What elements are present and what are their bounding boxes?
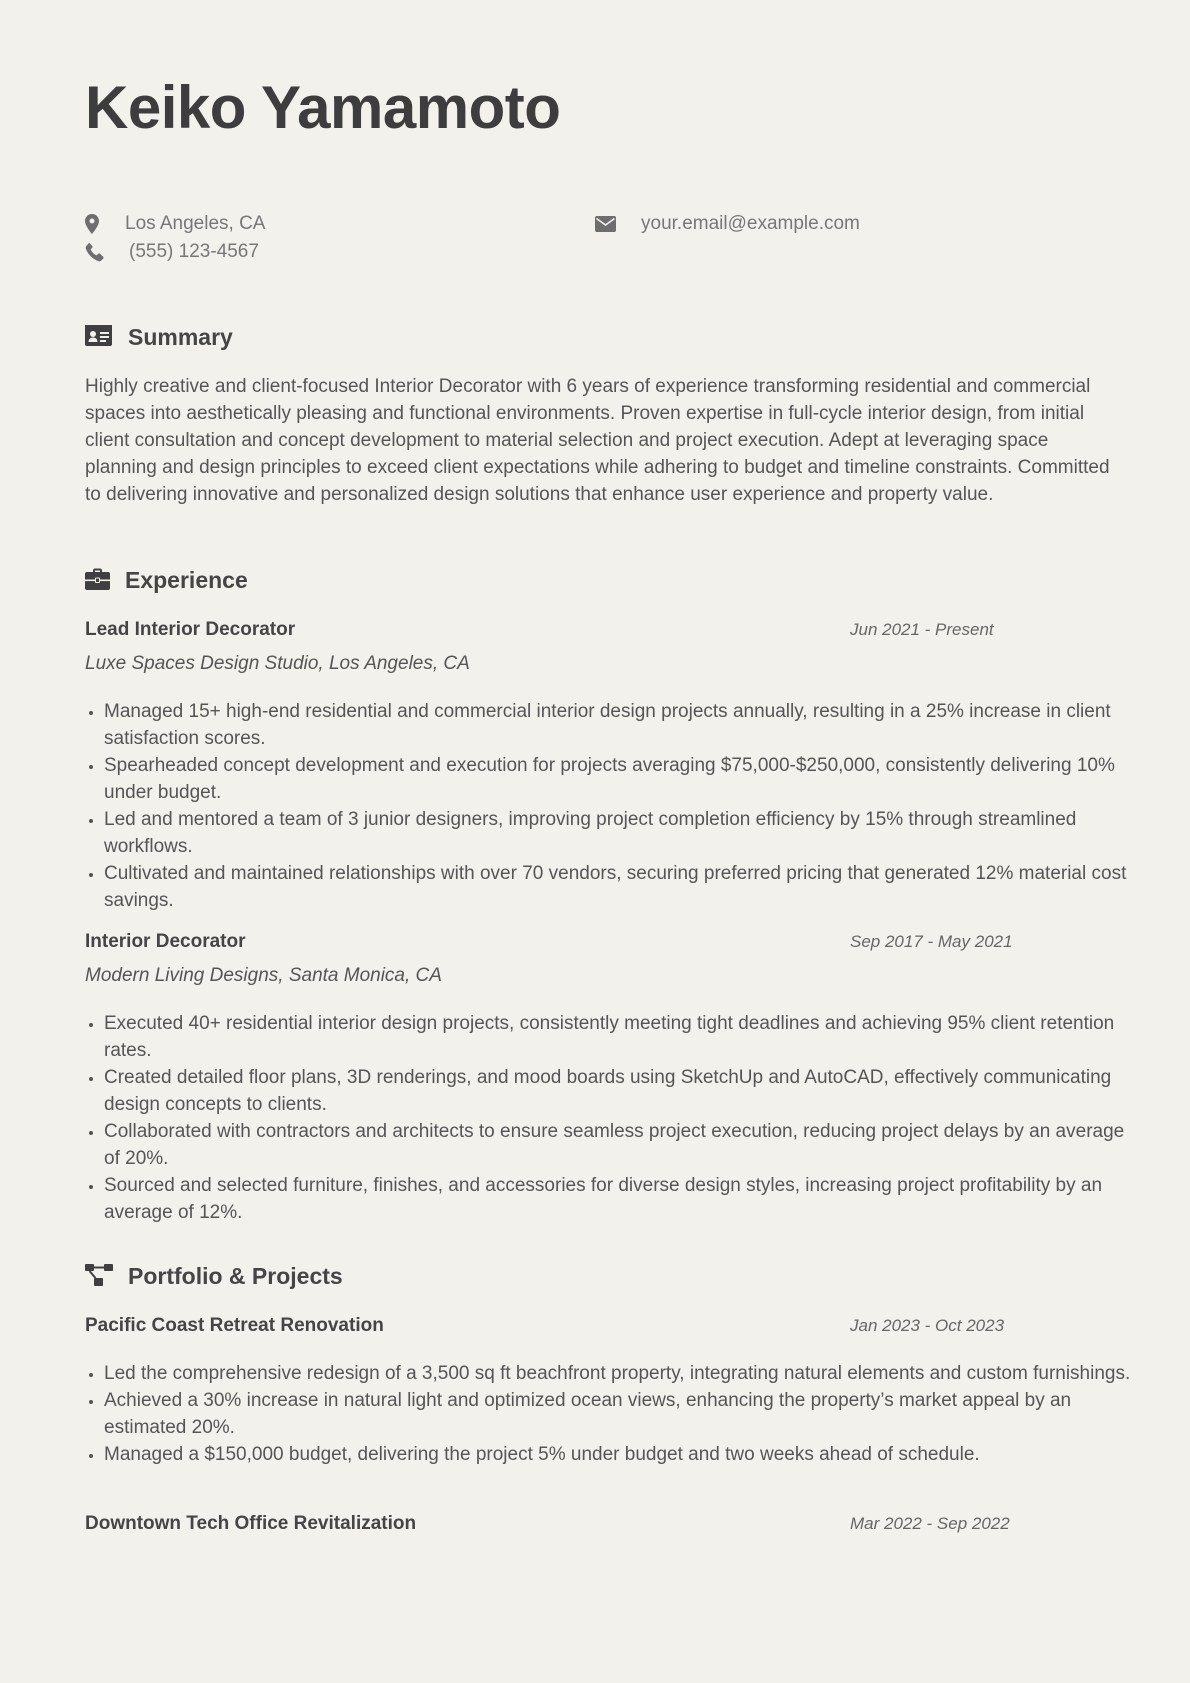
portfolio-title: Portfolio & Projects bbox=[128, 1263, 343, 1289]
contact-location bbox=[85, 210, 385, 238]
project-diagram-icon bbox=[85, 1264, 113, 1286]
experience-heading bbox=[85, 565, 385, 595]
envelope-icon bbox=[595, 216, 616, 232]
contact-email[interactable] bbox=[595, 210, 955, 238]
bullet-item: • Collaborated with contractors and architects to ensure seamless project execution, reducing project delays by an average of 20%. bbox=[104, 1118, 1134, 1172]
bullet-item: • Cultivated and maintained relationships with over 70 vendors, securing preferred pricing that generated 12% material cost savings. bbox=[104, 860, 1134, 914]
map-marker-icon bbox=[85, 214, 99, 234]
job-date: Sep 2017 - May 2021 bbox=[850, 932, 1013, 951]
contact-phone bbox=[85, 238, 385, 266]
job-title: Interior Decorator bbox=[85, 931, 246, 952]
phone-icon bbox=[85, 242, 105, 262]
summary-heading bbox=[85, 322, 385, 352]
job-title: Lead Interior Decorator bbox=[85, 619, 296, 640]
portfolio-heading bbox=[85, 1261, 485, 1291]
bullet-item: • Sourced and selected furniture, finishes, and accessories for diverse design styles, increasing project profitability by an average of 12%. bbox=[104, 1172, 1134, 1226]
job-company: Modern Living Designs, Santa Monica, CA bbox=[85, 965, 442, 986]
project-date: Jan 2023 - Oct 2023 bbox=[850, 1316, 1005, 1335]
bullet-item: • Created detailed floor plans, 3D renderings, and mood boards using SketchUp and AutoCAD, effectively communicating design concepts to clients. bbox=[104, 1064, 1134, 1118]
bullet-item: • Managed 15+ high-end residential and commercial interior design projects annually, resulting in a 25% increase in client satisfaction scores. bbox=[104, 698, 1134, 752]
job-bullets bbox=[85, 1010, 1134, 1226]
bullet-item: • Led the comprehensive redesign of a 3,500 sq ft beachfront property, integrating natural elements and custom furnishings. bbox=[104, 1360, 1134, 1387]
job-company: Luxe Spaces Design Studio, Los Angeles, CA bbox=[85, 653, 470, 674]
project-title: Pacific Coast Retreat Renovation bbox=[85, 1315, 384, 1336]
job-bullets bbox=[85, 698, 1134, 914]
email-text[interactable]: your.email@example.com bbox=[641, 213, 860, 234]
location-text: Los Angeles, CA bbox=[125, 213, 266, 234]
briefcase-icon bbox=[85, 568, 110, 590]
bullet-item: • Achieved a 30% increase in natural light and optimized ocean views, enhancing the property’s market appeal by an estimated 20%. bbox=[104, 1387, 1134, 1441]
bullet-item: • Managed a $150,000 budget, delivering the project 5% under budget and two weeks ahead of schedule. bbox=[104, 1441, 1134, 1468]
bullet-item: • Spearheaded concept development and execution for projects averaging $75,000-$250,000, consistently delivering 10% under budget. bbox=[104, 752, 1134, 806]
project-bullets bbox=[85, 1360, 1134, 1468]
experience-title: Experience bbox=[125, 567, 248, 593]
phone-text: (555) 123-4567 bbox=[129, 241, 259, 262]
project-title: Downtown Tech Office Revitalization bbox=[85, 1513, 417, 1534]
project-date: Mar 2022 - Sep 2022 bbox=[850, 1514, 1010, 1533]
bullet-item: • Executed 40+ residential interior design projects, consistently meeting tight deadlines and achieving 95% client retention rates. bbox=[104, 1010, 1134, 1064]
bullet-item: • Led and mentored a team of 3 junior designers, improving project completion efficiency by 15% through streamlined workflows. bbox=[104, 806, 1134, 860]
summary-text: Highly creative and client-focused Interior Decorator with 6 years of experience transforming residential and commercial spaces into aesthetically pleasing and functional environments. Proven expertise in full-cycle interior design, from initial client consultation and concept development to material selection and project execution. Adept at leveraging space planning and design principles to exceed client expectations while adhering to budget and timeline constraints. Committed to delivering innovative and personalized design solutions that enhance user experience and property value. bbox=[85, 376, 1110, 505]
candidate-name: Keiko Yamamoto bbox=[85, 74, 561, 141]
job-date: Jun 2021 - Present bbox=[850, 620, 994, 639]
summary-title: Summary bbox=[128, 324, 233, 350]
id-card-icon bbox=[85, 325, 112, 346]
